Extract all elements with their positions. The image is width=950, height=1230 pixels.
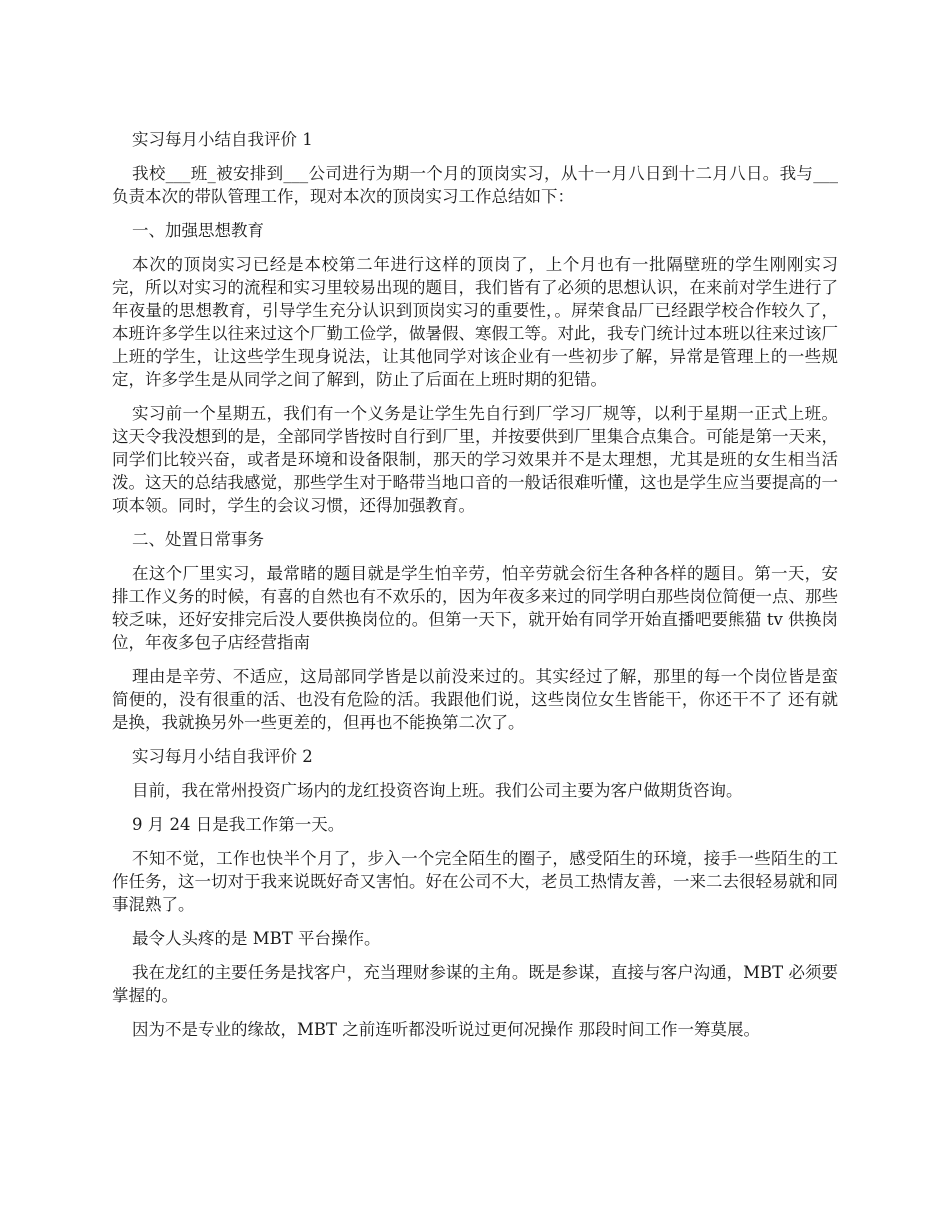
paragraph-half-month: 不知不觉，工作也快半个月了，步入一个完全陌生的圈子，感受陌生的环境，接手一些陌生的工作任务，这一切对于我来说既好奇又害怕。好在公司不大，老员工热情友善，一来二去很轻易就和同事混熟了。 (112, 849, 838, 914)
paragraph-main-task: 我在龙红的主要任务是找客户，充当理财参谋的主角。既是参谋，直接与客户沟通，MBT 必须要掌握的。 (112, 963, 838, 1005)
paragraph-current-job: 目前，我在常州投资广场内的龙红投资咨询上班。我们公司主要为客户做期货咨询。 (132, 781, 743, 800)
paragraph-intro: 我校___班_被安排到___公司进行为期一个月的顶岗实习，从十一月八日到十二月八日。我与___负责本次的带队管理工作，现对本次的顶岗实习工作总结如下： (112, 164, 838, 206)
document-page (112, 128, 838, 1052)
paragraph-reasons: 理由是辛劳、不适应，这局部同学皆是以前没来过的。其实经过了解，那里的每一个岗位皆是蛮简便的，没有很重的活、也没有危险的活。我跟他们说，这些岗位女生皆能干，你还干不了 还有就是换，我就换另外一些更差的，但再也不能换第二次了。 (112, 667, 838, 732)
paragraph-daily-affairs: 在这个厂里实习，最常睹的题目就是学生怕辛劳，怕辛劳就会衍生各种各样的题目。第一天，安排工作义务的时候，有喜的自然也有不欢乐的，因为年夜多来过的同学明白那些岗位简便一点、那些较乏味，还好安排完后没人要供换岗位的。但第一天下，就开始有同学开始直播吧要熊猫 tv 供换岗位，年夜多包子店经营指南 (112, 564, 838, 652)
paragraph-not-professional: 因为不是专业的缘故，MBT 之前连听都没听说过更何况操作 那段时间工作一筹莫展。 (132, 1020, 761, 1039)
subheading-thought-education: 一、加强思想教育 (132, 221, 264, 240)
paragraph-first-friday: 实习前一个星期五，我们有一个义务是让学生先自行到厂学习厂规等，以利于星期一正式上班。这天令我没想到的是，全部同学皆按时自行到厂里，并按要供到厂里集合点集合。可能是第一天来，同学们比较兴奋，或者是环境和设备限制，那天的学习效果并不是太理想，尤其是班的女生相当活泼。这天的总结我感觉，那些学生对于略带当地口音的一般话很难听懂，这也是学生应当要提高的一项本领。同时，学生的会议习惯，还得加强教育。 (112, 404, 838, 515)
paragraph-thought-education: 本次的顶岗实习已经是本校第二年进行这样的顶岗了，上个月也有一批隔壁班的学生刚刚实习完，所以对实习的流程和实习里较易出现的题目，我们皆有了必须的思想认识，在来前对学生进行了年夜量的思想教育，引导学生充分认识到顶岗实习的重要性，。屏荣食品厂已经跟学校合作较久了，本班许多学生以往来过这个厂勤工俭学，做暑假、寒假工等。对此，我专门统计过本班以往来过该厂上班的学生，让这些学生现身说法，让其他同学对该企业有一些初步了解，异常是管理上的一些规定，许多学生是从同学之间了解到，防止了后面在上班时期的犯错。 (112, 255, 838, 389)
paragraph-first-day: 9 月 24 日是我工作第一天。 (132, 815, 345, 834)
section-title-1: 实习每月小结自我评价 1 (132, 130, 313, 149)
section-title-2: 实习每月小结自我评价 2 (132, 747, 313, 766)
subheading-daily-affairs: 二、处置日常事务 (132, 530, 264, 549)
paragraph-mbt-headache: 最令人头疼的是 MBT 平台操作。 (132, 929, 381, 948)
